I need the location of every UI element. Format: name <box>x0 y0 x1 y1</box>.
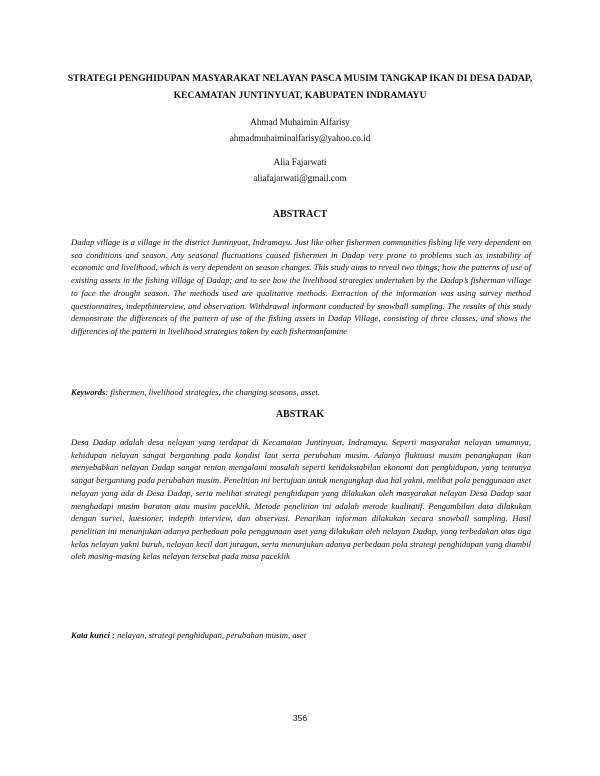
abstract-text: Dadap village is a village in the district Juntinyuat, Indramayu. Just like other fishermen communities fishing life very dependent on sea conditions and season. Any seasonal fluctuations caused fishermen in Dadap very prone to problems such as instability of economic and livelihood, which is very dependent on season changes. This study aims to reveal two things; how the patterns of use of existing assets in the fishing village of Dadap; and to see how the livelihood strategies undertaken by the Dadap’s fisherman village to face the drought season. The methods used are qualitative methods. Extraction of the information was using survey method questionnaires, indepthinterview, and observation. Withdrawal informant conducted by snowball sampling. The results of this study demonstrate the differences of the pattern of use of the fishing assets in Dadap Village, consisting of three classes, and shows the differences of the pattern in livelihood strategies taken by each fishermanfamine <box>71 237 531 336</box>
author-2-name: Alia Fajarwati <box>273 157 327 167</box>
kata-kunci-text: nelayan, strategi penghidupan, perubahan musim, aset <box>114 630 307 640</box>
author-1-name: Ahmad Muhaimin Alfarisy <box>250 117 350 127</box>
kata-kunci <box>71 629 531 642</box>
paper-title: STRATEGI PENGHIDUPAN MASYARAKAT NELAYAN PASCA MUSIM TANGKAP IKAN DI DESA DADAP, KECAMATAN JUNTINYUAT, KABUPATEN INDRAMAYU <box>67 73 533 101</box>
author-2-email: aliafajarwati@gmail.com <box>253 173 347 183</box>
keywords-text: : fishermen, livelihood strategies, the changing seasons, asset. <box>105 387 320 397</box>
page-number: 356 <box>292 713 308 723</box>
keywords-label: Keywords <box>71 387 106 397</box>
keywords <box>71 386 531 399</box>
abstract-heading: ABSTRACT <box>272 209 328 220</box>
abstrak-text: Desa Dadap adalah desa nelayan yang terdapat di Kecamatan Juntinyuat, Indramayu. Seperti masyarakat nelayan umumnya, kehidupan nelayan sangat bergantung pada kondisi laut serta perubahan musim. Adanya fluktuasi musim penangkapan ikan menyebabkan nelayan Dadap sangat rentan mengalami masalah seperti ketidakstabilan ekonomi dan penghidupan, yang tentunya sangat bergantung pada perubahan musim. Penelitian ini bertujuan untuk mengungkap dua hal yakni, melihat pola penggunaan aset nelayan yang ada di Desa Dadap, serta melihat strategi penghidupan yang dilakukan oleh masyarakat nelayan Desa Dadap saat menghadapi musim baratan atau musim paceklik. Metode penelitian ini adalah metode kualitatif. Pengambilan data dilakukan dengan survei, kuesioner, indepth interview, dan observasi. Penarikan informan dilakukan secara snowball sampling. Hasil penelitian ini menunjukan adanya perbedaan pola penggunaan aset yang dilakukan oleh nelayan Dadap, yang terbedakan atas tiga kelas nelayan yakni buruh, nelayan kecil dan juragan, serta menunjukan adanya perbedaan pola strategi penghidupan yang diambil oleh masing-masing kelas nelayan tersebut pada masa paceklik <box>71 437 531 562</box>
abstrak-heading: ABSTRAK <box>275 409 325 420</box>
author-1 <box>0 114 600 146</box>
kata-kunci-label: Kata kunci : <box>71 630 115 640</box>
author-2 <box>0 154 600 186</box>
author-1-email: ahmadmuhaiminalfarisy@yahoo.co.id <box>229 133 371 143</box>
